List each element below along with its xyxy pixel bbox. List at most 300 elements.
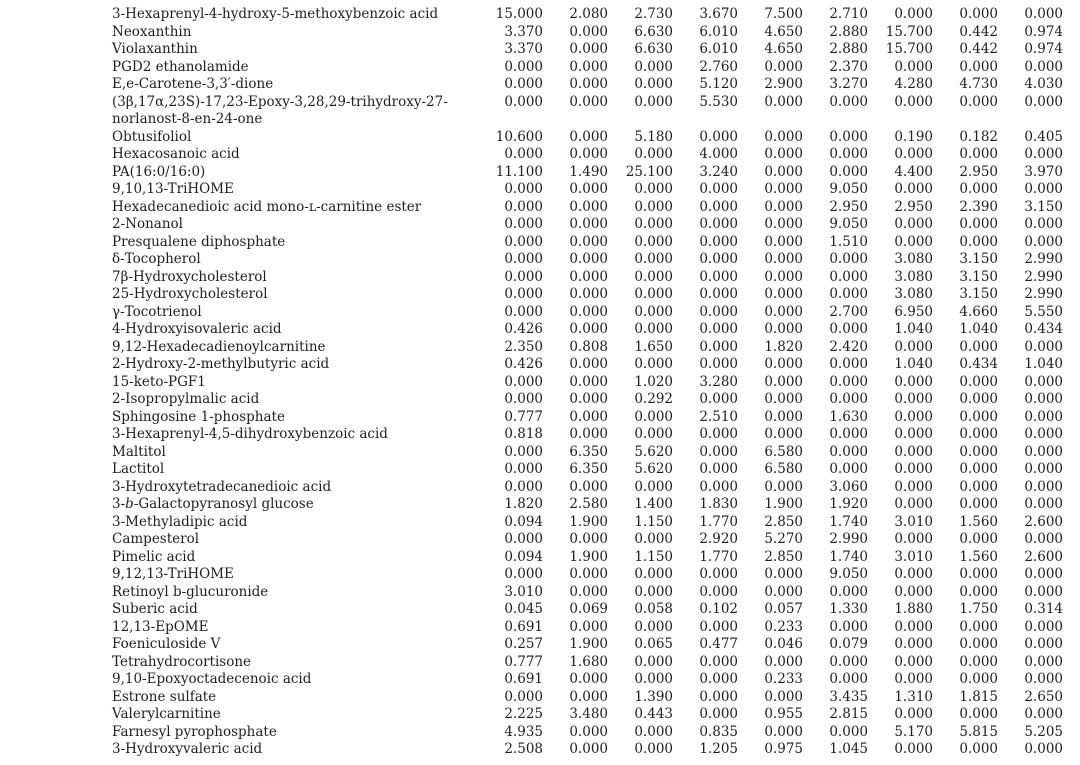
value-cell: 0.000 <box>894 671 933 687</box>
value-cell: 2.510 <box>699 408 738 425</box>
table-body <box>0 6 1080 759</box>
value-cell: 0.000 <box>829 321 868 337</box>
table-row <box>0 41 1080 59</box>
value-cell: 0.000 <box>634 356 673 372</box>
metabolite-name <box>0 164 478 182</box>
value-cell: 0.000 <box>959 426 998 442</box>
value-cell: 0.000 <box>829 373 868 390</box>
metabolite-name-text: 2-Hydroxy-2-methylbutyric acid <box>112 356 330 372</box>
value-cell: 0.000 <box>504 233 543 250</box>
table-row <box>0 304 1080 322</box>
metabolite-name <box>0 514 478 532</box>
table-row <box>0 181 1080 199</box>
value-cell: 0.000 <box>959 443 998 460</box>
metabolite-name <box>0 286 478 304</box>
value-cell: 0.000 <box>634 268 673 285</box>
value-cell: 0.000 <box>699 391 738 407</box>
value-cell: 1.040 <box>1024 356 1063 372</box>
value-cell: 0.000 <box>1024 426 1063 442</box>
value-cell: 0.000 <box>764 163 803 180</box>
metabolite-name-text: Obtusifoliol <box>112 128 192 145</box>
value-cell: 0.000 <box>569 233 608 250</box>
value-cell: 0.000 <box>959 671 998 687</box>
value-cell: 1.770 <box>699 548 738 565</box>
table-row <box>0 321 1080 339</box>
value-cell: 2.730 <box>634 6 673 22</box>
value-cell: 0.808 <box>569 338 608 355</box>
value-cell: 1.900 <box>764 496 803 512</box>
value-cell: 0.000 <box>634 408 673 425</box>
table-row <box>0 374 1080 392</box>
value-cell: 1.820 <box>764 338 803 355</box>
value-cell: 3.060 <box>829 478 868 495</box>
metabolite-name-text: Suberic acid <box>112 601 198 617</box>
table-row <box>0 584 1080 602</box>
metabolite-name-text: Sphingosine 1-phosphate <box>112 408 285 425</box>
metabolite-name <box>0 671 478 689</box>
metabolite-name <box>0 339 478 357</box>
value-cell: 0.000 <box>1024 583 1063 600</box>
table-row <box>0 601 1080 619</box>
value-cell: 0.079 <box>829 636 868 652</box>
table-row <box>0 531 1080 549</box>
value-cell: 1.045 <box>829 741 868 757</box>
value-cell: 0.182 <box>959 128 998 145</box>
value-cell: 1.040 <box>894 321 933 337</box>
value-cell: 3.280 <box>699 373 738 390</box>
metabolite-name-text: Violaxanthin <box>112 41 198 57</box>
value-cell: 5.170 <box>894 723 933 740</box>
value-cell: 0.000 <box>699 706 738 722</box>
value-cell: 0.000 <box>894 583 933 600</box>
metabolite-name-text: PGD2 ethanolamide <box>112 58 249 75</box>
value-cell: 6.010 <box>699 23 738 40</box>
value-cell: 0.000 <box>504 391 543 407</box>
value-cell: 0.000 <box>634 741 673 757</box>
value-cell: 11.100 <box>495 163 543 180</box>
value-cell: 0.000 <box>894 181 933 197</box>
value-cell: 0.292 <box>634 391 673 407</box>
value-cell: 0.000 <box>569 618 608 635</box>
value-cell: 0.000 <box>894 653 933 670</box>
metabolite-name-text: 9,10,13-TriHOME <box>112 181 234 197</box>
value-cell: 2.350 <box>504 338 543 355</box>
value-cell: 0.000 <box>569 93 608 110</box>
value-cell: 2.900 <box>764 76 803 92</box>
value-cell: 0.000 <box>894 461 933 477</box>
value-cell: 2.710 <box>829 6 868 22</box>
value-cell: 0.000 <box>894 6 933 22</box>
value-cell: 2.600 <box>1024 548 1063 565</box>
value-cell: 0.000 <box>959 338 998 355</box>
value-cell: 0.000 <box>634 653 673 670</box>
metabolite-name-text: Valerylcarnitine <box>112 706 221 722</box>
value-cell: 2.990 <box>1024 286 1063 302</box>
table-row <box>0 689 1080 707</box>
value-cell: 2.225 <box>504 706 543 722</box>
value-cell: 0.000 <box>1024 6 1063 22</box>
value-cell: 1.880 <box>894 601 933 617</box>
value-cell: 0.000 <box>1024 478 1063 495</box>
value-cell: 4.935 <box>504 723 543 740</box>
value-cell: 1.900 <box>569 513 608 530</box>
value-cell: 0.000 <box>829 286 868 302</box>
metabolite-name <box>0 391 478 409</box>
value-cell: 0.000 <box>829 653 868 670</box>
value-cell: 0.000 <box>894 443 933 460</box>
metabolite-name-text: PA(16:0/16:0) <box>112 163 206 180</box>
value-cell: 0.000 <box>634 566 673 582</box>
value-cell: 0.000 <box>699 653 738 670</box>
value-cell: 2.920 <box>699 531 738 547</box>
value-cell: 2.990 <box>829 531 868 547</box>
metabolite-name-text: 25-Hydroxycholesterol <box>112 286 268 302</box>
value-cell: 0.000 <box>569 128 608 145</box>
metabolite-name-text: Neoxanthin <box>112 23 192 40</box>
value-cell: 0.000 <box>699 443 738 460</box>
value-cell: 0.000 <box>569 426 608 442</box>
table-row <box>0 59 1080 77</box>
value-cell: 0.000 <box>634 286 673 302</box>
table-row <box>0 724 1080 742</box>
value-cell: 0.000 <box>569 286 608 302</box>
value-cell: 0.000 <box>764 198 803 215</box>
metabolite-name <box>0 321 478 339</box>
value-cell: 1.020 <box>634 373 673 390</box>
value-cell: 0.102 <box>699 601 738 617</box>
value-cell: 0.000 <box>1024 706 1063 722</box>
value-cell: 2.950 <box>959 163 998 180</box>
value-cell: 10.600 <box>495 128 543 145</box>
value-cell: 0.000 <box>699 618 738 635</box>
value-cell: 0.000 <box>1024 618 1063 635</box>
value-cell: 0.000 <box>764 321 803 337</box>
metabolite-name-text: 15-keto-PGF1 <box>112 373 206 390</box>
metabolite-name <box>0 356 478 374</box>
metabolite-name <box>0 636 478 654</box>
value-cell: 0.314 <box>1024 601 1063 617</box>
table-row <box>0 24 1080 42</box>
value-cell: 0.000 <box>569 251 608 267</box>
metabolite-name-text: 3-Hydroxytetradecanedioic acid <box>112 478 332 495</box>
value-cell: 2.850 <box>764 548 803 565</box>
value-cell: 0.000 <box>699 303 738 320</box>
value-cell: 0.000 <box>634 146 673 162</box>
value-cell: 0.000 <box>634 478 673 495</box>
value-cell: 0.000 <box>959 531 998 547</box>
value-cell: 0.000 <box>699 268 738 285</box>
value-cell: 0.000 <box>569 41 608 57</box>
value-cell: 3.150 <box>959 286 998 302</box>
value-cell: 2.850 <box>764 513 803 530</box>
value-cell: 0.000 <box>764 653 803 670</box>
value-cell: 0.000 <box>829 146 868 162</box>
value-cell: 0.000 <box>569 356 608 372</box>
value-cell: 0.000 <box>569 408 608 425</box>
value-cell: 25.100 <box>625 163 673 180</box>
value-cell: 0.000 <box>1024 373 1063 390</box>
metabolite-name <box>0 601 478 619</box>
value-cell: 0.000 <box>764 146 803 162</box>
value-cell: 0.835 <box>699 723 738 740</box>
value-cell: 4.650 <box>764 41 803 57</box>
value-cell: 0.000 <box>569 373 608 390</box>
value-cell: 0.000 <box>504 268 543 285</box>
value-cell: 0.000 <box>634 671 673 687</box>
value-cell: 1.560 <box>959 548 998 565</box>
value-cell: 6.010 <box>699 41 738 57</box>
metabolite-name <box>0 269 478 287</box>
metabolite-name <box>0 461 478 479</box>
value-cell: 1.390 <box>634 688 673 705</box>
value-cell: 0.233 <box>764 618 803 635</box>
value-cell: 0.000 <box>764 356 803 372</box>
value-cell: 0.257 <box>504 636 543 652</box>
value-cell: 0.000 <box>569 23 608 40</box>
value-cell: 0.000 <box>634 303 673 320</box>
value-cell: 3.080 <box>894 268 933 285</box>
value-cell: 3.010 <box>894 548 933 565</box>
value-cell: 3.010 <box>894 513 933 530</box>
value-cell: 0.000 <box>634 93 673 110</box>
value-cell: 0.000 <box>959 741 998 757</box>
value-cell: 1.815 <box>959 688 998 705</box>
value-cell: 0.000 <box>894 426 933 442</box>
value-cell: 0.000 <box>634 618 673 635</box>
metabolite-name <box>0 496 478 514</box>
value-cell: 0.000 <box>569 76 608 92</box>
value-cell: 0.000 <box>894 741 933 757</box>
table-row <box>0 566 1080 584</box>
value-cell: 0.000 <box>1024 93 1063 110</box>
value-cell: 1.820 <box>504 496 543 512</box>
value-cell: 0.000 <box>959 618 998 635</box>
value-cell: 0.000 <box>634 426 673 442</box>
value-cell: 1.770 <box>699 513 738 530</box>
value-cell: 0.000 <box>1024 216 1063 232</box>
value-cell: 2.370 <box>829 58 868 75</box>
value-cell: 0.000 <box>959 583 998 600</box>
value-cell: 0.405 <box>1024 128 1063 145</box>
metabolite-name <box>0 6 478 24</box>
value-cell: 0.000 <box>634 198 673 215</box>
value-cell: 0.000 <box>634 216 673 232</box>
metabolite-name-text: Hexadecanedioic acid mono-ʟ-carnitine ester <box>112 198 422 215</box>
value-cell: 0.000 <box>764 233 803 250</box>
value-cell: 0.000 <box>959 181 998 197</box>
value-cell: 0.000 <box>1024 443 1063 460</box>
value-cell: 0.000 <box>894 618 933 635</box>
value-cell: 0.000 <box>764 583 803 600</box>
value-cell: 2.815 <box>829 706 868 722</box>
metabolite-name-text: Hexacosanoic acid <box>112 146 240 162</box>
value-cell: 0.000 <box>1024 338 1063 355</box>
value-cell: 0.057 <box>764 601 803 617</box>
value-cell: 5.205 <box>1024 723 1063 740</box>
value-cell: 0.000 <box>764 426 803 442</box>
value-cell: 3.370 <box>504 23 543 40</box>
value-cell: 0.000 <box>699 338 738 355</box>
value-cell: 0.000 <box>764 93 803 110</box>
value-cell: 0.000 <box>569 478 608 495</box>
metabolite-name <box>0 24 478 42</box>
value-cell: 0.000 <box>829 443 868 460</box>
value-cell: 0.000 <box>569 531 608 547</box>
value-cell: 0.000 <box>1024 653 1063 670</box>
value-cell: 2.880 <box>829 41 868 57</box>
value-cell: 0.000 <box>1024 741 1063 757</box>
value-cell: 0.000 <box>1024 146 1063 162</box>
value-cell: 2.950 <box>829 198 868 215</box>
value-cell: 9.050 <box>829 566 868 582</box>
value-cell: 0.777 <box>504 408 543 425</box>
value-cell: 1.400 <box>634 496 673 512</box>
value-cell: 0.000 <box>634 251 673 267</box>
value-cell: 0.000 <box>1024 636 1063 652</box>
value-cell: 6.350 <box>569 461 608 477</box>
value-cell: 0.000 <box>504 198 543 215</box>
value-cell: 15.000 <box>495 6 543 22</box>
value-cell: 6.350 <box>569 443 608 460</box>
value-cell: 0.000 <box>894 373 933 390</box>
value-cell: 0.000 <box>1024 391 1063 407</box>
value-cell: 0.975 <box>764 741 803 757</box>
table-row <box>0 76 1080 94</box>
value-cell: 7.500 <box>764 6 803 22</box>
value-cell: 0.000 <box>764 373 803 390</box>
value-cell: 2.080 <box>569 6 608 22</box>
value-cell: 0.000 <box>569 268 608 285</box>
value-cell: 0.691 <box>504 618 543 635</box>
value-cell: 0.000 <box>959 93 998 110</box>
metabolite-name <box>0 479 478 497</box>
value-cell: 0.000 <box>894 531 933 547</box>
value-cell: 0.000 <box>634 723 673 740</box>
table-row <box>0 199 1080 217</box>
value-cell: 0.000 <box>959 58 998 75</box>
value-cell: 0.000 <box>1024 58 1063 75</box>
value-cell: 0.000 <box>764 478 803 495</box>
metabolite-name <box>0 444 478 462</box>
value-cell: 0.000 <box>829 583 868 600</box>
value-cell: 0.000 <box>959 373 998 390</box>
value-cell: 0.000 <box>569 741 608 757</box>
value-cell: 0.000 <box>569 583 608 600</box>
value-cell: 0.434 <box>959 356 998 372</box>
value-cell: 0.000 <box>699 216 738 232</box>
value-cell: 3.970 <box>1024 163 1063 180</box>
table-row <box>0 234 1080 252</box>
value-cell: 0.000 <box>634 321 673 337</box>
value-cell: 4.280 <box>894 76 933 92</box>
metabolite-name-text: 3-Methyladipic acid <box>112 513 248 530</box>
value-cell: 0.000 <box>634 531 673 547</box>
value-cell: 1.900 <box>569 636 608 652</box>
value-cell: 0.000 <box>894 391 933 407</box>
value-cell: 0.000 <box>959 6 998 22</box>
value-cell: 0.000 <box>699 566 738 582</box>
value-cell: 0.000 <box>894 233 933 250</box>
metabolite-name-text: 7β-Hydroxycholesterol <box>112 268 267 285</box>
metabolite-name <box>0 409 478 427</box>
metabolite-name <box>0 706 478 724</box>
value-cell: 0.000 <box>699 688 738 705</box>
value-cell: 2.700 <box>829 303 868 320</box>
metabolite-name <box>0 689 478 707</box>
value-cell: 0.000 <box>829 461 868 477</box>
value-cell: 0.000 <box>959 461 998 477</box>
metabolite-name-text: Pimelic acid <box>112 548 196 565</box>
metabolite-name-text: 3-Hexaprenyl-4-hydroxy-5-methoxybenzoic acid <box>112 6 439 22</box>
metabolite-name-text: 9,12-Hexadecadienoylcarnitine <box>112 338 326 355</box>
metabolite-name <box>0 76 478 94</box>
table-row <box>0 6 1080 24</box>
value-cell: 0.000 <box>1024 531 1063 547</box>
value-cell: 3.150 <box>1024 198 1063 215</box>
table-row <box>0 269 1080 287</box>
value-cell: 0.000 <box>829 618 868 635</box>
value-cell: 0.000 <box>569 303 608 320</box>
metabolite-name-text: Presqualene diphosphate <box>112 233 286 250</box>
value-cell: 0.000 <box>764 181 803 197</box>
metabolite-name <box>0 41 478 59</box>
value-cell: 0.190 <box>894 128 933 145</box>
value-cell: 0.691 <box>504 671 543 687</box>
value-cell: 0.000 <box>699 251 738 267</box>
metabolite-name <box>0 724 478 742</box>
value-cell: 0.477 <box>699 636 738 652</box>
value-cell: 3.270 <box>829 76 868 92</box>
metabolite-name <box>0 549 478 567</box>
metabolite-name <box>0 304 478 322</box>
value-cell: 3.010 <box>504 583 543 600</box>
metabolite-name <box>0 426 478 444</box>
value-cell: 1.490 <box>569 163 608 180</box>
value-cell: 1.740 <box>829 513 868 530</box>
value-cell: 0.000 <box>894 408 933 425</box>
metabolite-name-text: γ-Tocotrienol <box>112 303 202 320</box>
value-cell: 0.000 <box>829 723 868 740</box>
value-cell: 4.730 <box>959 76 998 92</box>
value-cell: 0.000 <box>1024 181 1063 197</box>
value-cell: 0.000 <box>569 566 608 582</box>
value-cell: 0.000 <box>959 391 998 407</box>
value-cell: 0.000 <box>569 216 608 232</box>
value-cell: 0.000 <box>894 338 933 355</box>
value-cell: 2.390 <box>959 198 998 215</box>
table-row <box>0 164 1080 182</box>
value-cell: 3.370 <box>504 41 543 57</box>
table-row <box>0 391 1080 409</box>
value-cell: 0.046 <box>764 636 803 652</box>
value-cell: 0.045 <box>504 601 543 617</box>
metabolite-name-text: 4-Hydroxyisovaleric acid <box>112 321 282 337</box>
value-cell: 0.000 <box>829 128 868 145</box>
metabolite-name-text: 2-Nonanol <box>112 216 183 232</box>
metabolite-name <box>0 741 478 759</box>
value-cell: 3.080 <box>894 286 933 302</box>
value-cell: 0.000 <box>569 198 608 215</box>
value-cell: 1.150 <box>634 513 673 530</box>
value-cell: 0.000 <box>504 566 543 582</box>
value-cell: 0.000 <box>504 531 543 547</box>
value-cell: 6.580 <box>764 443 803 460</box>
value-cell: 0.000 <box>634 583 673 600</box>
value-cell: 0.000 <box>894 706 933 722</box>
value-cell: 0.000 <box>569 671 608 687</box>
value-cell: 0.000 <box>959 653 998 670</box>
value-cell: 0.000 <box>504 286 543 302</box>
